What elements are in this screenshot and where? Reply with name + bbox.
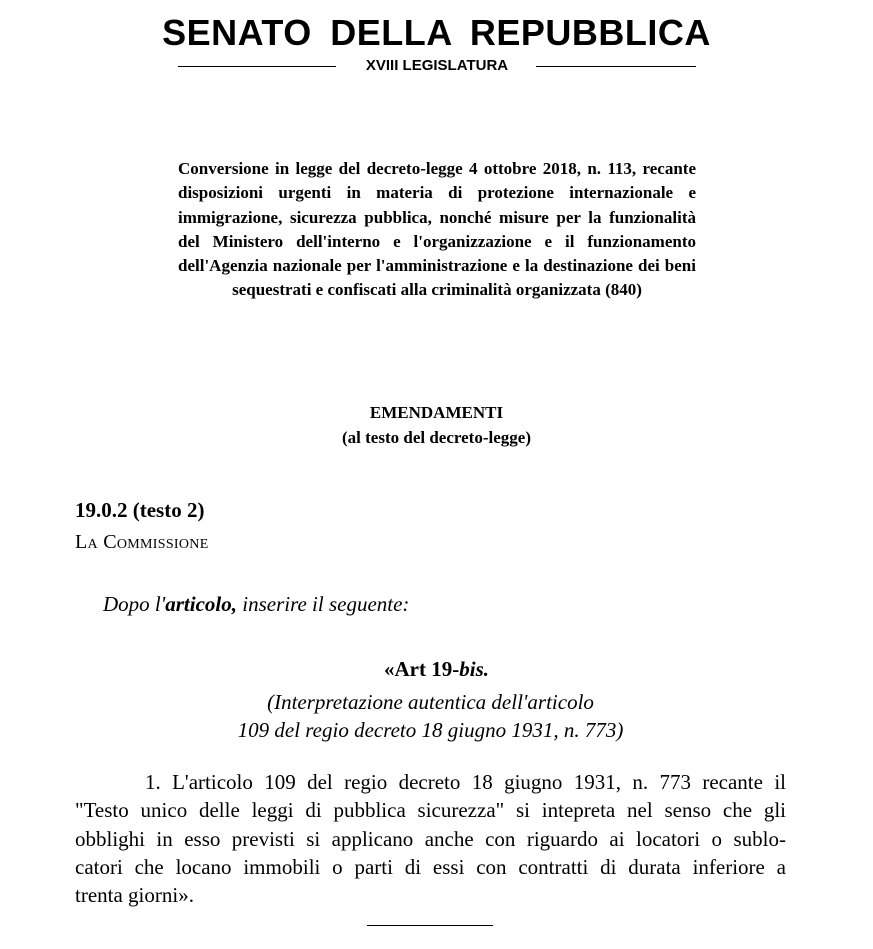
amendments-heading-block xyxy=(0,400,873,450)
article-subtitle-line: (Interpretazione autentica dell'articolo xyxy=(267,690,594,714)
legislatura-row xyxy=(178,57,696,77)
senate-title: SENATO DELLA REPUBBLICA xyxy=(162,12,711,53)
article-body-line: catori che locano immobili o parti di essi con contratti di durata inferiore a xyxy=(75,854,786,879)
legislatura-label: XVIII LEGISLATURA xyxy=(365,57,509,74)
article-title-prefix: «Art 19- xyxy=(384,657,460,681)
amendments-subheading: (al testo del decreto-legge) xyxy=(342,428,531,447)
article-body-line: 1. L'articolo 109 del regio decreto 18 giugno 1931, n. 773 recante il xyxy=(145,770,786,794)
amendments-heading: EMENDAMENTI xyxy=(369,403,504,422)
legislatura-rule-right xyxy=(536,66,696,67)
article-title-suffix: bis. xyxy=(459,657,489,681)
article-body-line: obblighi in esso previsti si applicano anche con riguardo ai locatori o sublo- xyxy=(75,826,786,851)
article-subtitle-line: 109 del regio decreto 18 giugno 1931, n. 773) xyxy=(237,718,624,742)
amendment-number: 19.0.2 (testo 2) xyxy=(75,498,205,522)
article-title xyxy=(0,657,873,682)
end-divider xyxy=(367,925,493,926)
amendment-author: La Commissione xyxy=(75,531,209,553)
article-body xyxy=(75,768,786,909)
bill-title: Conversione in legge del decreto-legge 4 ottobre 2018, n. 113, recante disposizioni urgenti in materia di protezione internazionale e immigrazione, sicurezza pubblica, nonché misure per la funzionalità del Ministero dell'interno e l'organizzazione e il funzionamento dell'Agenzia nazionale per l'amministrazione e la destinazione dei beni sequestrati e confiscati alla criminalità organizzata (840) xyxy=(178,159,696,300)
article-body-line: trenta giorni». xyxy=(75,883,194,908)
instruction-prefix: Dopo l' xyxy=(103,592,166,616)
article-body-line: "Testo unico delle leggi di pubblica sicurezza" si intepreta nel senso che gli xyxy=(75,798,786,823)
amendment-instruction xyxy=(103,592,409,617)
instruction-suffix: inserire il seguente: xyxy=(237,592,410,616)
instruction-bold: articolo, xyxy=(165,592,237,616)
